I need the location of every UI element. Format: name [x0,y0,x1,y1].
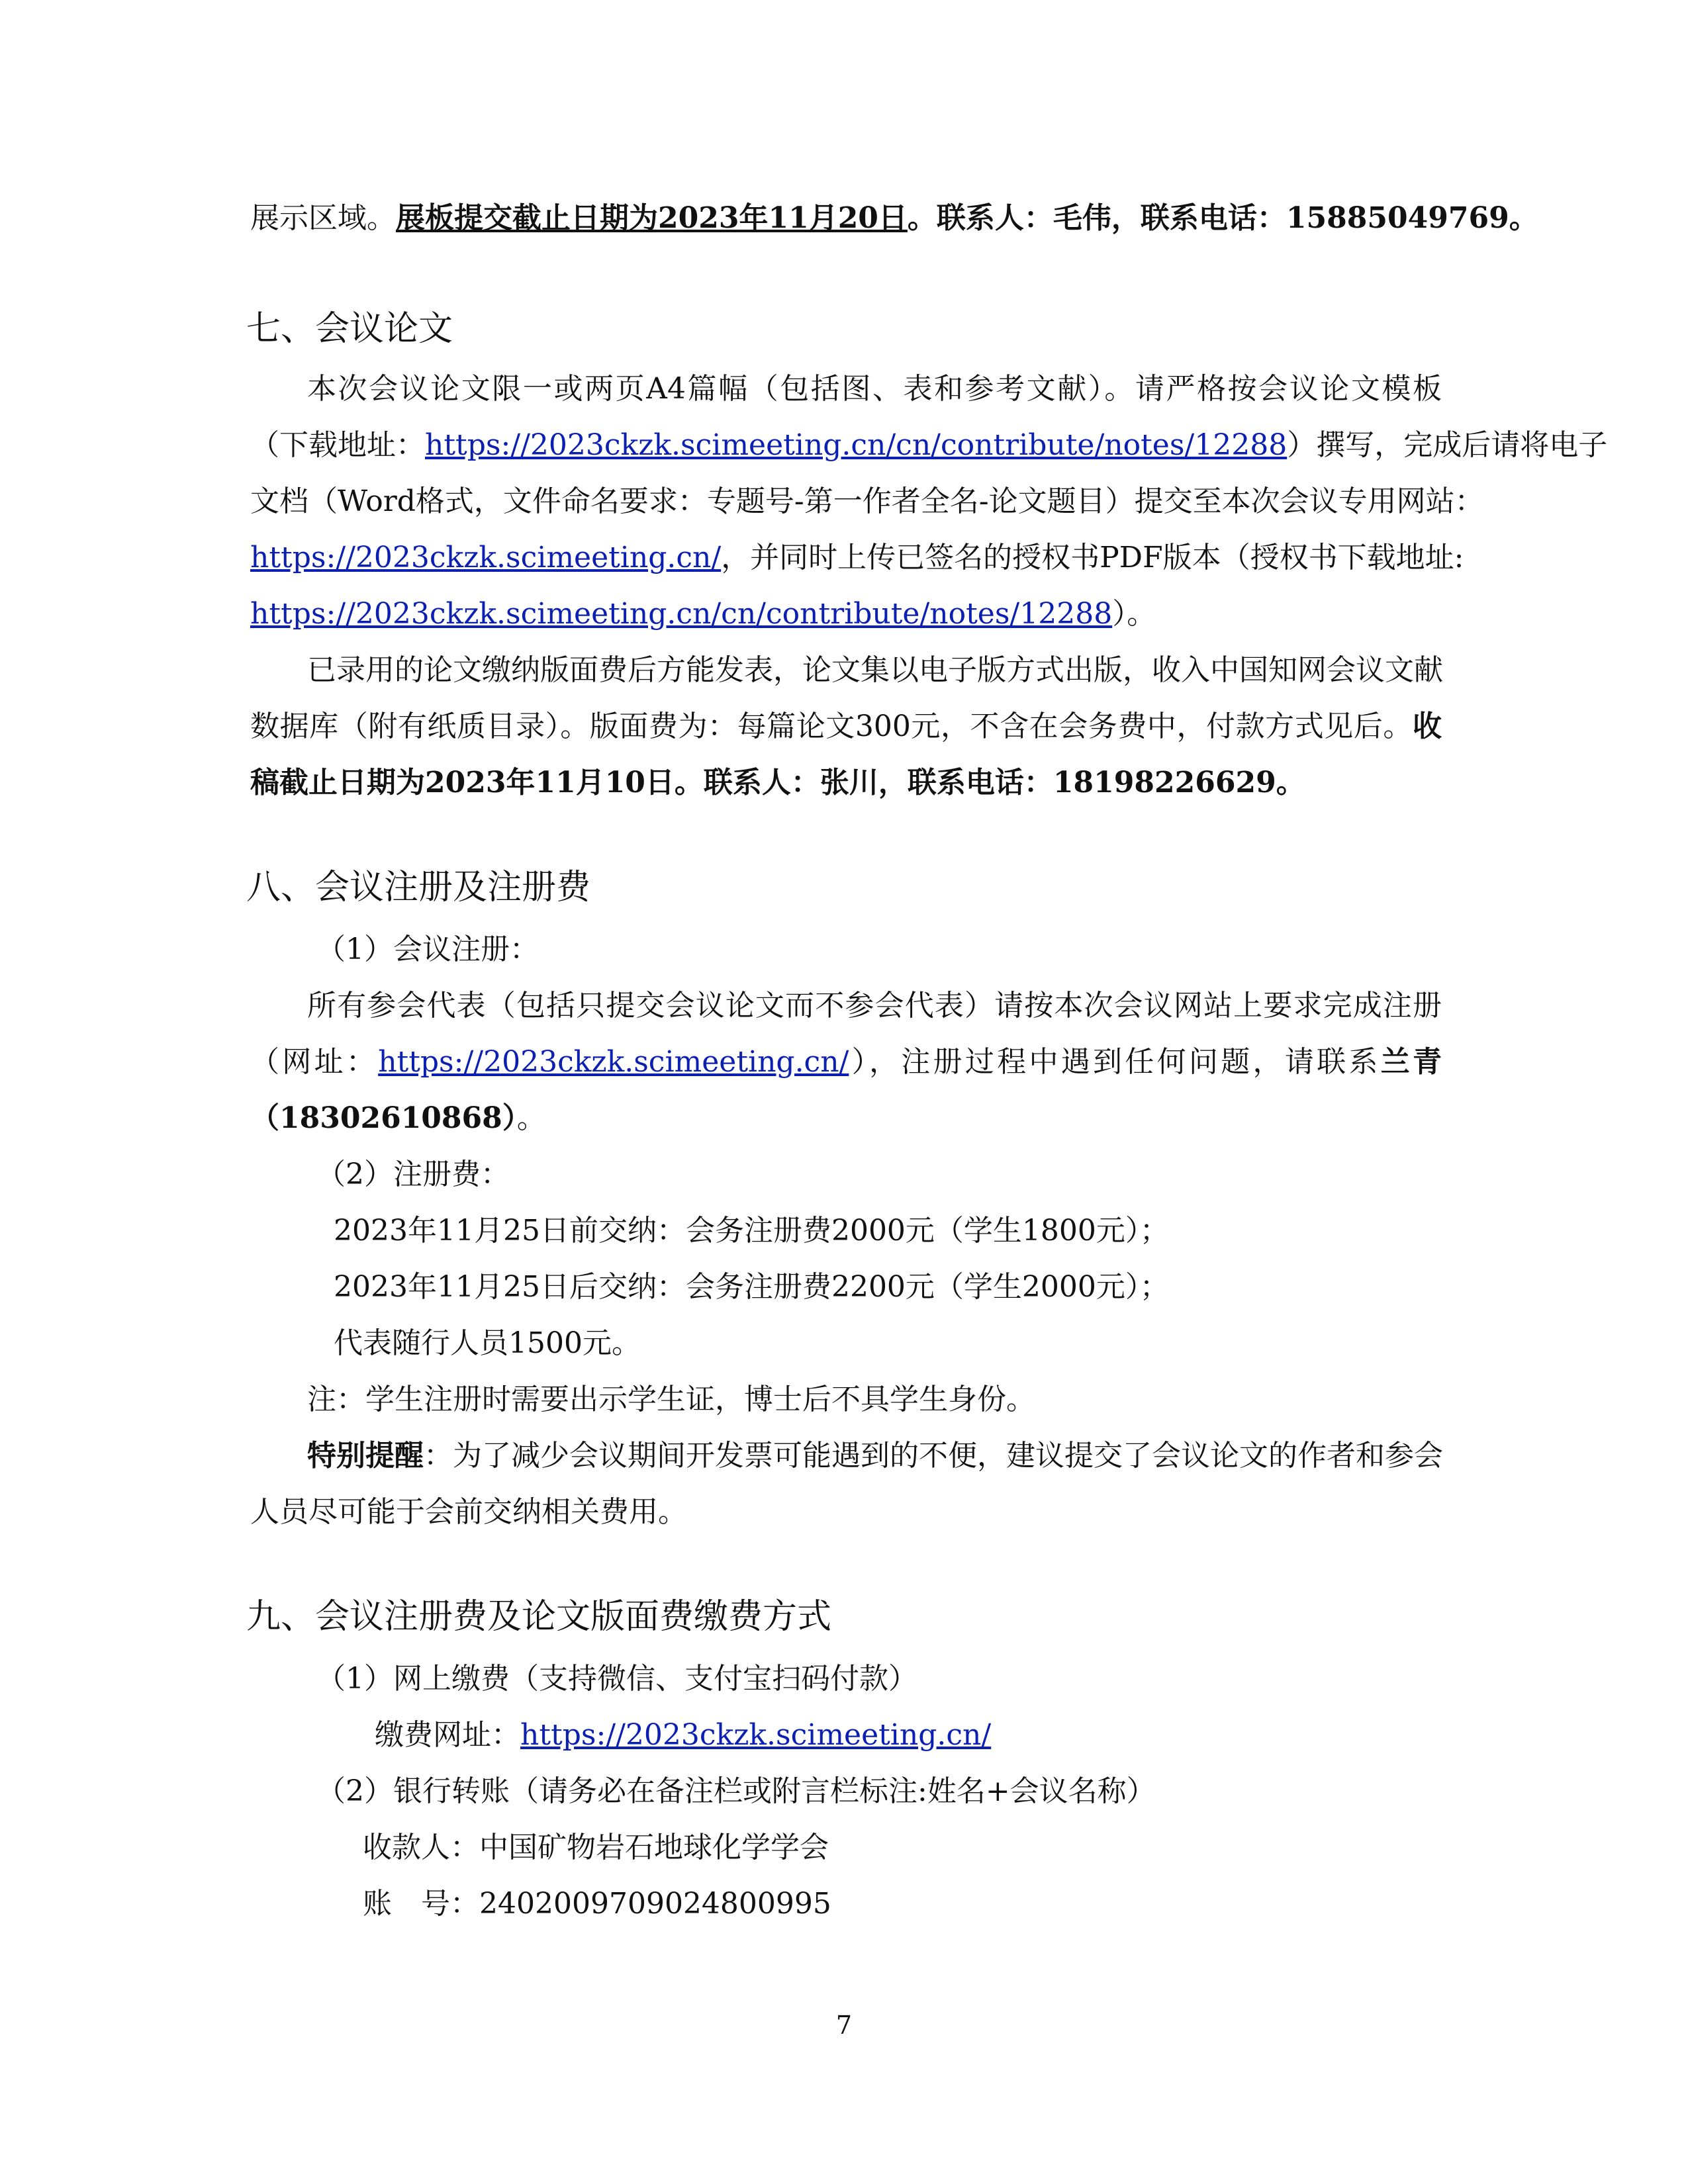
text: ，并同时上传已签名的授权书PDF版本（授权书下载地址: [721,541,1464,574]
text: ）。 [1112,597,1156,631]
paragraph-line [250,707,1442,747]
fee-line: 2023年11月25日前交纳：会务注册费2000元（学生1800元）； [334,1214,1169,1248]
text: （网址： [250,1045,379,1079]
paragraph-line [250,1042,1442,1082]
fee-line: 代表随行人员1500元。 [334,1326,641,1360]
page-number: 7 [835,2011,853,2040]
subheading: （1）会议注册： [316,933,539,966]
text: 特别提醒 [307,1439,424,1473]
reminder-line: 人员尽可能于会前交纳相关费用。 [250,1495,687,1529]
template-download-link[interactable]: https://2023ckzk.scimeeting.cn/cn/contribute/notes/12288 [425,428,1288,462]
text: 。 [516,1101,546,1135]
text: 收款人： [363,1831,479,1864]
payment-url-line [375,1715,991,1755]
text: 展示区域。 [250,201,396,235]
account-line [363,1884,831,1924]
section-8-title: 八、会议注册及注册费 [246,868,591,907]
fee-line: 2023年11月25日后交纳：会务注册费2200元（学生2000元）； [334,1270,1169,1304]
paragraph-line: 已录用的论文缴纳版面费后方能发表，论文集以电子版方式出版，收入中国知网会议文献 [307,653,1443,687]
poster-contact: 。联系人：毛伟，联系电话：15885049769。 [907,201,1538,235]
payee-line [363,1828,829,1868]
paragraph-line: 所有参会代表（包括只提交会议论文而不参会代表）请按本次会议网站上要求完成注册 [307,989,1442,1023]
paragraph-line: 文档（Word格式，文件命名要求：专题号-第一作者全名-论文题目）提交至本次会议专用网站： [250,484,1484,518]
text: 收 [1413,709,1442,743]
text: 账 号： [363,1887,479,1921]
reminder-line [307,1436,1442,1476]
text: 2402009709024800995 [479,1887,831,1921]
paragraph-line [250,594,1156,634]
note-line: 注：学生注册时需要出示学生证，博士后不具学生身份。 [307,1383,1035,1416]
text: ），注册过程中遇到任何问题，请联系 [849,1045,1381,1079]
display-area-line [250,199,1538,238]
subheading: （2）注册费： [316,1158,510,1191]
paper-deadline: 稿截止日期为2023年11月10日。联系人：张川，联系电话：18198226629。 [250,766,1305,799]
paragraph-line [250,1099,546,1138]
conference-website-link[interactable]: https://2023ckzk.scimeeting.cn/ [250,541,722,574]
paragraph-line [250,538,1464,578]
text: 中国矿物岩石地球化学学会 [479,1831,829,1864]
text: 兰青 [1380,1045,1442,1079]
paragraph-line: 本次会议论文限一或两页A4篇幅（包括图、表和参考文献）。请严格按会议论文模板 [307,372,1442,406]
paragraph-line [250,426,1608,465]
text: （下载地址： [250,428,425,462]
subheading: （1）网上缴费（支持微信、支付宝扫码付款） [316,1662,917,1696]
text: ：为了减少会议期间开发票可能遇到的不便，建议提交了会议论文的作者和参会 [424,1439,1443,1473]
section-9-title: 九、会议注册费及论文版面费缴费方式 [246,1597,832,1637]
registration-website-link[interactable]: https://2023ckzk.scimeeting.cn/ [378,1045,849,1079]
text: 缴费网址： [375,1718,520,1752]
subheading: （2）银行转账（请务必在备注栏或附言栏标注:姓名+会议名称） [316,1774,1156,1808]
section-7-title: 七、会议论文 [246,309,453,349]
text: （18302610868） [250,1101,517,1135]
poster-deadline: 展板提交截止日期为2023年11月20日 [396,201,908,235]
text: ）撰写，完成后请将电子 [1287,428,1608,462]
payment-website-link[interactable]: https://2023ckzk.scimeeting.cn/ [520,1718,992,1752]
authorization-download-link[interactable]: https://2023ckzk.scimeeting.cn/cn/contribute/notes/12288 [250,597,1113,631]
text: 数据库（附有纸质目录）。版面费为：每篇论文300元，不含在会务费中，付款方式见后。 [250,709,1413,743]
